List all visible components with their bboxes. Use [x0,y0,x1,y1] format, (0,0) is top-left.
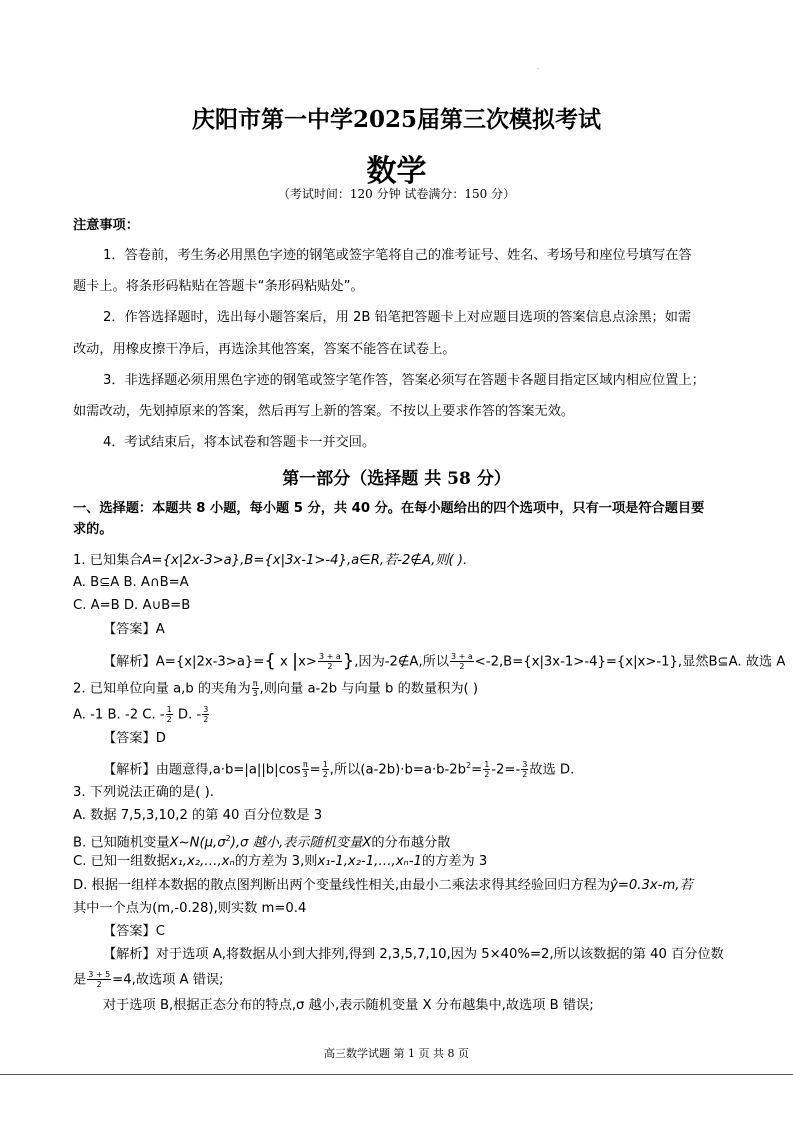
notice-item-4: 4．考试结束后，将本试卷和答题卡一并交回。 [103,435,376,450]
q3-analysis-line-2 [73,970,224,989]
q2-angle-numerator: π [252,679,258,688]
q3-option-d-line-2: 其中一个点为(m,-0.28),则实数 m=0.4 [73,901,307,916]
q3-answer: 【答案】C [103,924,165,939]
q2-stem [73,679,478,698]
q1-analysis [103,652,785,671]
q3-analysis-is: 是 [73,972,87,988]
q2-stem-lead: 2. 已知单位向量 a,b 的夹角为 [73,681,251,697]
notice-item-1-line-2: 题卡上。将条形码粘贴在答题卡“条形码粘贴处”。 [73,279,364,294]
q2-analysis-half-2-num: 1 [484,759,490,769]
q3-option-c-data: x₁,x₂,…,xₙ [169,854,235,869]
q3-option-d-yhat: ŷ [610,878,618,893]
notice-item-3-line-1: 3．非选择题必须用黑色字迹的钢笔或签字笔作答，答案必须写在答题卡各题目指定区域内相应位置上； [103,373,705,388]
q2-opt-d-denominator: 2 [203,715,209,724]
section-heading: 第一部分（选择题 共 58 分） [282,469,511,489]
q2-options-d: D. - [173,707,202,723]
notice-item-2-line-1: 2．作答选择题时，选出每小题答案后，用 2B 铅笔把答题卡上对应题目选项的答案信息点涂黑；如需 [103,310,692,325]
q3-option-b-var: X [362,835,372,851]
notice-item-1-line-1: 1．答卷前，考生务必用黑色字迹的钢笔或签字笔将自己的准考证号、姓名、考场号和座位号填写在答 [103,248,692,263]
q1-fraction-denominator: 2 [327,662,333,671]
q2-analysis-half-2 [483,760,490,779]
q2-analysis-minus: -2=- [491,762,521,778]
q1-right-brace: } [342,650,355,672]
q1-analysis-conclusion: <-2,B={x|3x-1>-4}={x|x>-1},显然B⊆A. 故选 A [474,654,786,670]
q1-stem-label: 1. 已知集合 [73,553,143,568]
section-intro-line-1: 一、选择题：本题共 8 小题，每小题 5 分，共 40 分。在每小题给出的四个选项中，只有一项是符合题目要 [73,501,705,516]
q3-analysis-fraction-den: 2 [96,980,102,989]
q2-analysis-half [322,760,329,779]
q1-stem [73,553,467,569]
q2-analysis-square: 2 [466,761,472,770]
q3-analysis-fraction-num: 3 + 5 [88,970,111,979]
q3-option-c [73,854,487,870]
footer-divider [0,1074,793,1075]
q2-analysis-half-num: 1 [322,759,328,769]
q1-analysis-var: x [280,654,288,670]
q3-option-b [73,831,450,851]
q2-analysis-result-num: 3 [522,759,528,769]
q3-option-b-tail: 的分布越分散 [371,835,451,851]
section-intro-line-2: 求的。 [73,522,113,537]
q2-opt-c-denominator: 2 [166,715,172,724]
q3-analysis-line-3: 对于选项 B,根据正态分布的特点,σ 越小,表示随机变量 X 分布越集中,故选项 B 错误; [103,998,594,1013]
q2-analysis-half-2-den: 2 [484,769,490,779]
q3-stem: 3. 下列说法正确的是( ). [73,785,214,800]
q2-analysis-conclusion: 故选 D. [529,762,575,778]
q1-analysis-lead: 【解析】A={x|2x-3>a}= [103,654,265,670]
q2-opt-d-fraction [202,705,209,724]
notice-item-2-line-2: 改动，用橡皮擦干净后，再选涂其他答案，答案不能答在试卷上。 [73,342,456,357]
q2-analysis-half-den: 2 [322,769,328,779]
q3-option-c-lead: C. 已知一组数据 [73,854,170,869]
q3-option-b-square: 2 [225,834,231,843]
q1-fraction-2 [450,652,474,671]
page-footer: 高三数学试题 第 1 页 共 8 页 [324,1047,469,1060]
q2-analysis-eq: = [309,762,321,778]
q1-left-brace: { [264,650,276,672]
exam-info: （考试时间：120 分钟 试卷满分：150 分） [277,187,516,201]
q3-option-b-sigma: ),σ 越小,表示随机变量 [230,835,363,851]
q3-analysis-line-1: 【解析】对于选项 A,将数据从小到大排列,得到 2,3,5,7,10,因为 5×40%=2,所以该数据的第 40 百分位数 [103,947,724,962]
q3-option-c-shifted: x₁-1,x₂-1,…,xₙ-1 [317,854,422,869]
q2-angle-denominator: 3 [252,689,258,698]
q2-opt-d-numerator: 3 [203,705,209,714]
q3-option-d-equation: =0.3x-m,若 [617,878,693,893]
q1-stem-sets: A={x|2x-3>a},B={x|3x-1>-4},a∈R,若-2∉A,则( ). [142,553,468,568]
q2-options [73,705,210,724]
q1-fraction-numerator: 3 + a [318,652,341,661]
q2-analysis-result [521,760,528,779]
q2-analysis [103,758,574,779]
q3-option-b-lead: B. 已知随机变量 [73,835,170,851]
q1-analysis-cond: x> [298,654,317,670]
q2-angle-fraction [252,679,259,698]
exam-title: 庆阳市第一中学2025届第三次模拟考试 [191,106,601,133]
notice-item-3-line-2: 如需改动，先划掉原来的答案，然后再写上新的答案。不按以上要求作答的答案无效。 [73,404,575,419]
q2-analysis-angle-den: 3 [302,769,308,779]
subject-title: 数学 [366,154,427,189]
q2-analysis-angle [302,760,309,779]
q3-option-a: A. 数据 7,5,3,10,2 的第 40 百分位数是 3 [73,808,323,823]
q2-opt-c-numerator: 1 [166,705,172,714]
q3-option-b-dist: X~N(μ,σ [169,835,226,851]
q2-analysis-result-den: 2 [522,769,528,779]
q3-option-d-lead: D. 根据一组样本数据的散点图判断出两个变量线性相关,由最小二乘法求得其经验回归方程为 [73,878,611,893]
corner-dot: . [537,64,539,71]
q3-option-c-mid: 的方差为 3,则 [234,854,318,869]
q3-analysis-result: =4,故选项 A 错误; [112,972,224,988]
q2-opt-c-fraction [166,705,173,724]
q1-fraction-2-denominator: 2 [459,662,465,671]
q2-analysis-mid: ,所以(a-2b)·b=a·b-2b [329,762,467,778]
q3-analysis-fraction [87,970,111,989]
q1-analysis-because: ,因为-2∉A,所以 [354,654,450,670]
q1-options-line-1: A. B⊆A B. A∩B=A [73,575,189,590]
q2-answer: 【答案】D [103,731,166,746]
q1-options-line-2: C. A=B D. A∪B=B [73,598,191,613]
q3-option-d-line-1 [73,878,693,894]
q1-fraction [318,652,342,671]
q1-bar: | [292,650,299,672]
q2-options-abc: A. -1 B. -2 C. - [73,707,165,723]
notice-heading: 注意事项： [73,218,139,233]
q2-stem-tail: ,则向量 a-2b 与向量 b 的数量积为( ) [259,681,478,697]
q2-analysis-eq-2: = [471,762,483,778]
q3-option-c-tail: 的方差为 3 [421,854,488,869]
q1-answer: 【答案】A [103,622,165,637]
q2-analysis-lead: 【解析】由题意得,a·b=|a||b|cos [103,762,301,778]
q2-analysis-angle-num: π [302,759,308,769]
q1-fraction-2-numerator: 3 + a [451,652,473,661]
